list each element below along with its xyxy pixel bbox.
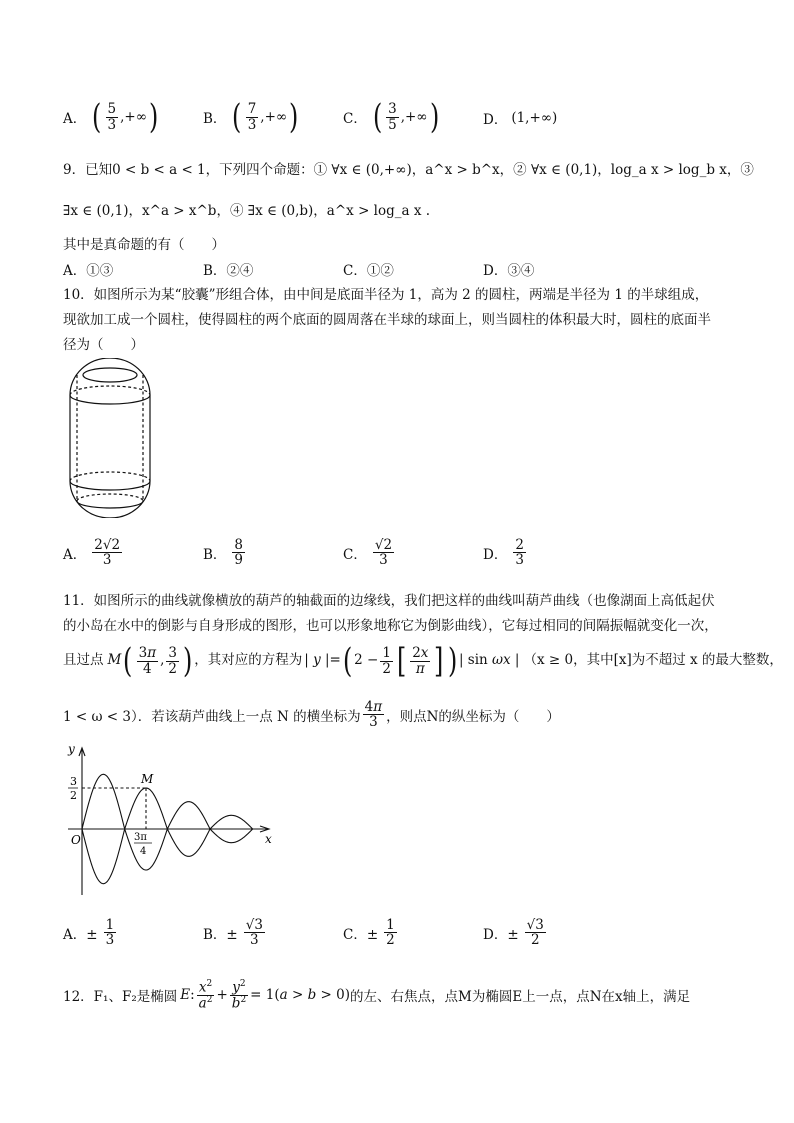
q9-option-c: C．①② <box>343 263 394 279</box>
curve-upper <box>82 774 262 829</box>
q10-line-3: 径为（ ） <box>63 337 144 353</box>
point-m-label: M <box>141 772 154 786</box>
capsule-figure <box>62 358 158 518</box>
option-label: A． <box>63 111 87 127</box>
q11-line-4: 1 < ω < 3）．若该葫芦曲线上一点 N 的横坐标为 $\frac{4\pi}{3}$ ，则点N的纵坐标为（ ） <box>63 699 560 731</box>
y-tick-num: 3 <box>70 775 77 788</box>
gourd-curve-graph <box>62 740 282 898</box>
q11-option-c: C．± $\frac{1}{2}$ <box>343 917 395 949</box>
q11-line-1: 11．如图所示的曲线就像横放的葫芦的轴截面的边缘线，我们把这样的曲线叫葫芦曲线（也像湖面上高低起伏 <box>63 593 715 609</box>
y-label: y <box>68 742 75 756</box>
q11-line-2: 的小岛在水中的倒影与自身形成的图形，也可以形象地称它为倒影曲线），它每过相同的间隔振幅就变化一次， <box>63 618 718 634</box>
q10-line-1: 10．如图所示为某“胶囊”形组合体，由中间是底面半径为 1，高为 2 的圆柱，两端是半径为 1 的半球组成， <box>63 287 709 303</box>
x-label: x <box>265 832 272 846</box>
q9-line-3: 其中是真命题的有（ ） <box>63 237 225 253</box>
q9-option-a: A．①③ <box>63 263 114 279</box>
fraction: $\frac{7}{3}$ <box>247 101 257 133</box>
q8-option-d: D． (1,+∞) <box>483 110 558 128</box>
q10-option-b: B． $\frac{8}{9}$ <box>203 537 244 569</box>
q12-line-1: 12．F₁、F₂是椭圆 E: $\frac{x^2}{a^2}$ + $\frac{y^2}{b^2}$ = 1(a > b > 0) 的左、右焦点，点M为椭圆E上一点，点N在x轴上，满足 <box>63 979 691 1012</box>
q11-line-3: 且过点 M ( $\frac{3\pi}{4}$ , $\frac{3}{2}$ ) ，其对应的方程为 | y |= ( 2 − $\frac{1}{2}$ [ $\frac{2x}{\pi}$ ] ) | sin ωx | （x ≥ 0，其中[x]为不超过 x 的最大整数， <box>63 641 783 681</box>
q8-option-a: A． ( $\frac{5}{3}$ ,+∞ ) <box>63 97 159 137</box>
fraction: $\frac{3}{5}$ <box>388 101 397 133</box>
q9-line-1: 9．已知0 < b < a < 1，下列四个命题：① ∀x ∈ (0,+∞)，a^x > b^x，② ∀x ∈ (0,1)，log_a x > log_b x，③ <box>63 162 754 178</box>
q10-option-a: A． $\frac{2√2}{3}$ <box>63 537 121 569</box>
q10-option-d: D． $\frac{2}{3}$ <box>483 537 524 569</box>
q8-option-c: C． ( $\frac{3}{5}$ ,+∞ ) <box>343 97 439 137</box>
q10-option-c: C． $\frac{√2}{3}$ <box>343 537 393 569</box>
x-tick-den: 4 <box>140 846 147 857</box>
q10-line-2: 现欲加工成一个圆柱，使得圆柱的两个底面的圆周落在半球的球面上，则当圆柱的体积最大时，圆柱的底面半 <box>63 312 711 328</box>
x-tick-num: 3π <box>134 832 147 843</box>
q9-option-b: B．②④ <box>203 263 254 279</box>
q8-option-b: B． ( $\frac{7}{3}$ ,+∞ ) <box>203 97 299 137</box>
q9-line-2: ∃x ∈ (0,1)，x^a > x^b，④ ∃x ∈ (0,b)，a^x > log_a x . <box>63 203 431 219</box>
fraction: $\frac{5}{3}$ <box>107 101 117 133</box>
q9-option-d: D．③④ <box>483 263 535 279</box>
q11-option-a: A．± $\frac{1}{3}$ <box>63 917 115 949</box>
y-tick-den: 2 <box>70 789 77 802</box>
curve-lower <box>82 829 262 884</box>
origin-label: O <box>71 833 81 847</box>
q11-option-b: B．± $\frac{√3}{3}$ <box>203 917 263 949</box>
q11-option-d: D．± $\frac{√3}{2}$ <box>483 917 544 949</box>
